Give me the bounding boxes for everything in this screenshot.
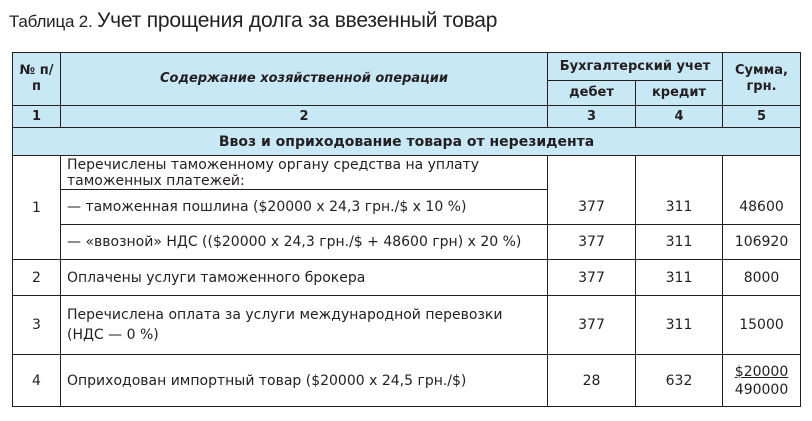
section-title: Ввоз и оприходование товара от нерезидента [13, 128, 801, 156]
debit-account: 377 [548, 225, 636, 260]
debit-account: 377 [548, 190, 636, 225]
sum-currency-value: $20000 [734, 363, 789, 380]
operation-description: — «ввозной» НДС (($20000 х 24,3 грн./$ + 48600 грн) х 20 %) [61, 225, 548, 260]
row-number: 2 [13, 260, 61, 296]
header-index-cell: 2 [61, 106, 548, 128]
credit-account: 311 [636, 225, 723, 260]
section-row [13, 128, 801, 156]
row-number: 1 [13, 156, 61, 260]
operation-description: Оприходован импортный товар ($20000 х 24,5 грн./$) [61, 355, 548, 407]
row-number: 4 [13, 355, 61, 407]
table-row [13, 156, 801, 190]
debit-account: 377 [548, 296, 636, 355]
credit-empty [636, 156, 723, 190]
caption-label: Таблица 2. [9, 12, 93, 31]
table-row [13, 260, 801, 296]
operation-description: Перечислены таможенному органу средства на уплату таможенных платежей: [61, 156, 548, 190]
debt-forgiveness-table [12, 52, 801, 407]
header-row-top [13, 53, 801, 81]
sum-value: 106920 [723, 225, 801, 260]
sum-empty [723, 156, 801, 190]
sum-value: 490000 [734, 381, 789, 398]
table-row [13, 225, 801, 260]
table-row [13, 190, 801, 225]
header-debit: дебет [548, 81, 636, 106]
debit-empty [548, 156, 636, 190]
credit-account: 632 [636, 355, 723, 407]
table-row [13, 296, 801, 355]
header-credit: кредит [636, 81, 723, 106]
caption-title: Учет прощения долга за ввезенный товар [97, 9, 498, 32]
row-number: 3 [13, 296, 61, 355]
debit-account: 28 [548, 355, 636, 407]
header-sum: Сумма, грн. [723, 53, 801, 106]
operation-description: — таможенная пошлина ($20000 х 24,3 грн./$ х 10 %) [61, 190, 548, 225]
header-index-cell: 4 [636, 106, 723, 128]
sum-value: 48600 [723, 190, 801, 225]
header-index-row [13, 106, 801, 128]
header-accounting: Бухгалтерский учет [548, 53, 723, 81]
header-index-cell: 5 [723, 106, 801, 128]
operation-description: Перечислена оплата за услуги международной перевозки (НДС — 0 %) [61, 296, 548, 355]
sum-cell [723, 355, 801, 407]
sum-value: 15000 [723, 296, 801, 355]
credit-account: 311 [636, 190, 723, 225]
debit-account: 377 [548, 260, 636, 296]
header-index-cell: 1 [13, 106, 61, 128]
table-row [13, 355, 801, 407]
credit-account: 311 [636, 260, 723, 296]
header-number: № п/п [13, 53, 61, 106]
table-caption [9, 9, 497, 37]
credit-account: 311 [636, 296, 723, 355]
header-content: Содержание хозяйственной операции [61, 53, 548, 106]
header-index-cell: 3 [548, 106, 636, 128]
sum-value: 8000 [723, 260, 801, 296]
operation-description: Оплачены услуги таможенного брокера [61, 260, 548, 296]
